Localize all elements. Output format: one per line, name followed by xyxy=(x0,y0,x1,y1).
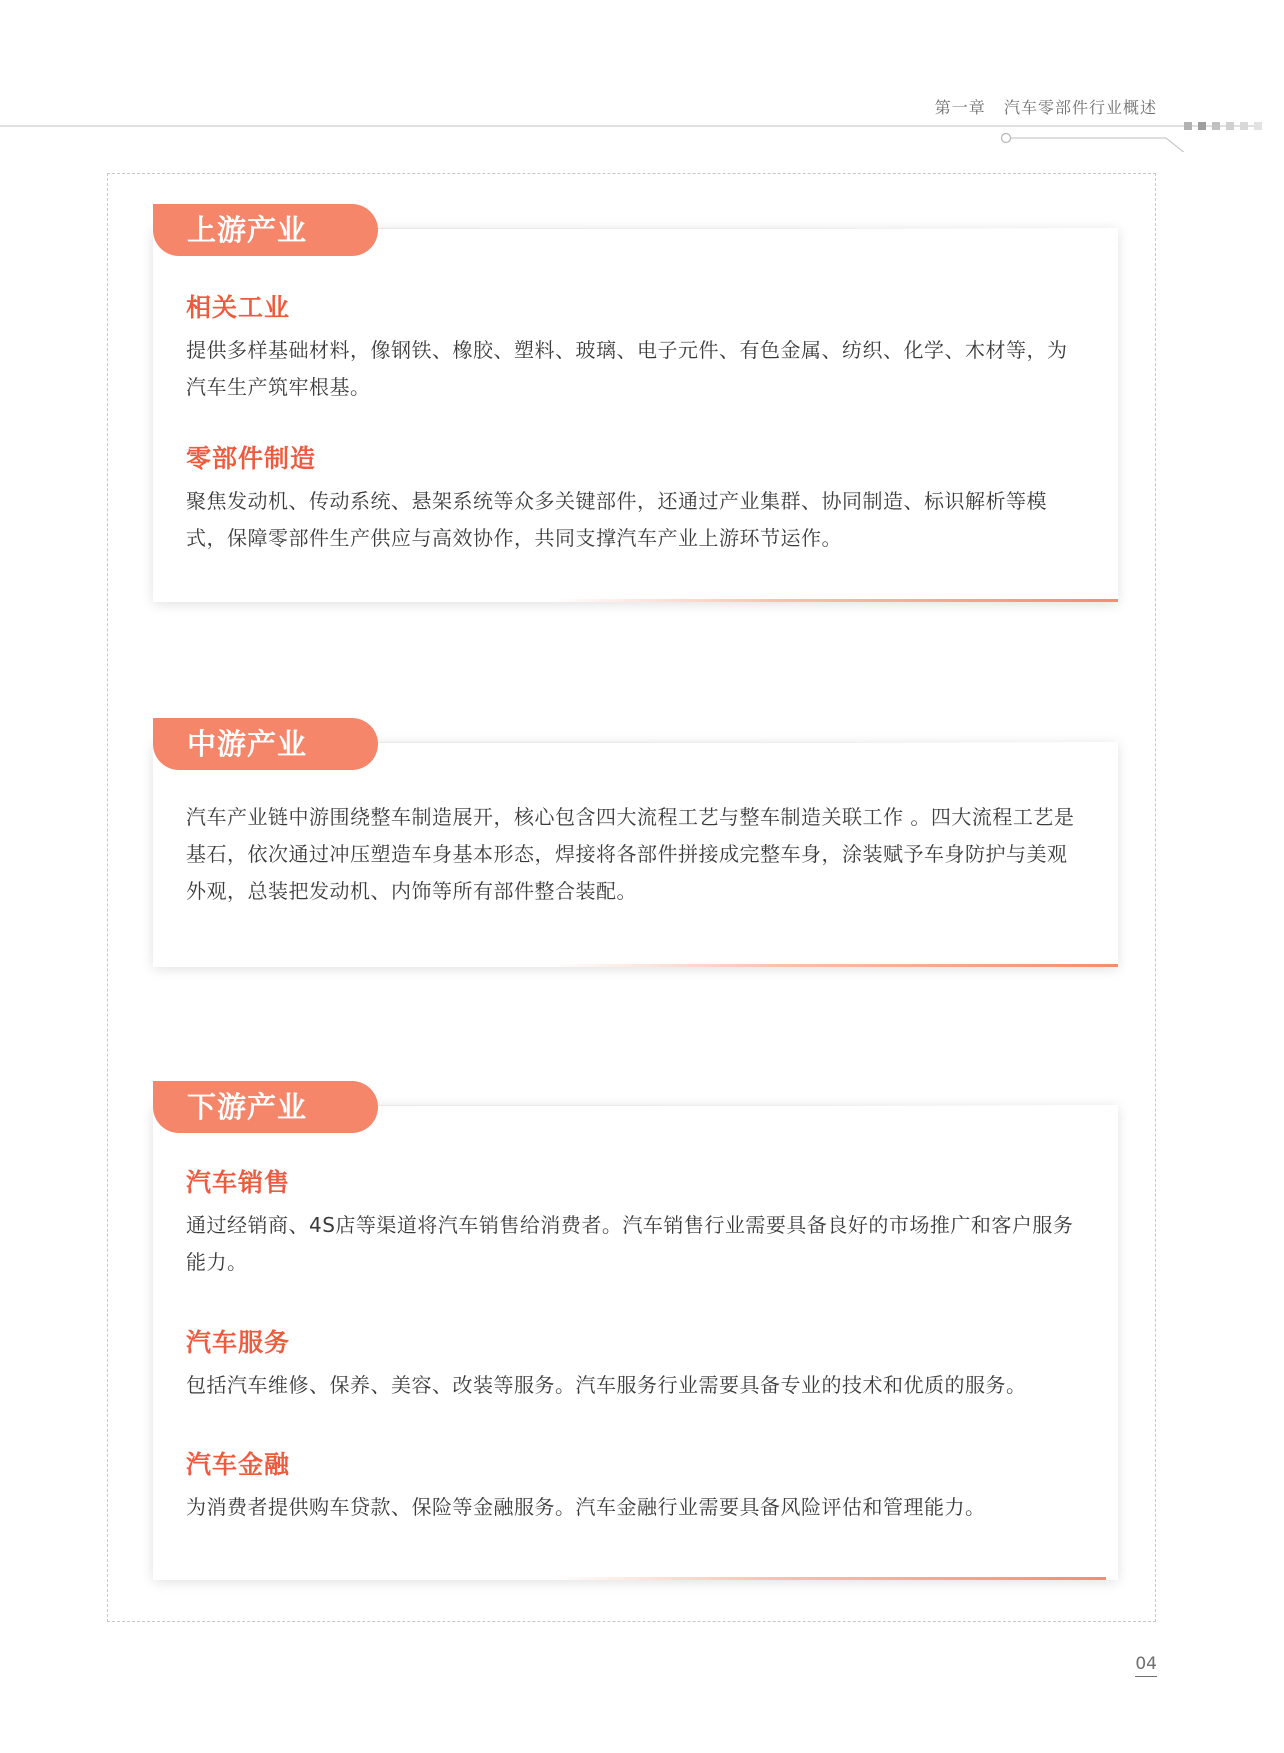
downstream-item-title: 汽车销售 xyxy=(186,1168,291,1197)
upstream-item-title: 零部件制造 xyxy=(186,444,317,473)
downstream-card xyxy=(153,1105,1118,1580)
upstream-card xyxy=(153,228,1118,602)
tab-underline xyxy=(360,228,1090,229)
midstream-text: 汽车产业链中游围绕整车制造展开，核心包含四大流程工艺与整车制造关联工作 。四大流程工艺是基石，依次通过冲压塑造车身基本形态，焊接将各部件拼接成完整车身，涂装赋予车身防护与美观外观，总装把发动机、内饰等所有部件整合装配。 xyxy=(186,805,1075,903)
downstream-item-text: 通过经销商、4S店等渠道将汽车销售给消费者。汽车销售行业需要具备良好的市场推广和客户服务能力。 xyxy=(186,1213,1074,1274)
chapter-label: 第一章 xyxy=(934,98,986,117)
downstream-item-title: 汽车金融 xyxy=(186,1450,291,1479)
tab-underline xyxy=(360,1105,1090,1106)
card-accent-line xyxy=(553,599,1118,602)
upstream-tab: 上游产业 xyxy=(153,204,378,256)
tab-underline xyxy=(360,742,1090,743)
downstream-tab: 下游产业 xyxy=(153,1081,378,1133)
downstream-item-text: 为消费者提供购车贷款、保险等金融服务。汽车金融行业需要具备风险评估和管理能力。 xyxy=(186,1495,986,1519)
header-divider xyxy=(0,112,1284,152)
card-accent-line xyxy=(553,964,1118,967)
midstream-card xyxy=(153,742,1118,967)
card-accent-line xyxy=(553,1577,1106,1580)
upstream-item-text: 聚焦发动机、传动系统、悬架系统等众多关键部件，还通过产业集群、协同制造、标识解析等模式，保障零部件生产供应与高效协作，共同支撑汽车产业上游环节运作。 xyxy=(186,489,1047,550)
upstream-item-text: 提供多样基础材料，像钢铁、橡胶、塑料、玻璃、电子元件、有色金属、纺织、化学、木材等，为汽车生产筑牢根基。 xyxy=(186,338,1068,399)
chapter-title: 汽车零部件行业概述 xyxy=(1003,98,1157,117)
downstream-item-text: 包括汽车维修、保养、美容、改装等服务。汽车服务行业需要具备专业的技术和优质的服务。 xyxy=(186,1373,1027,1397)
midstream-tab: 中游产业 xyxy=(153,718,378,770)
page-number: 04 xyxy=(1135,1654,1157,1677)
downstream-item-title: 汽车服务 xyxy=(186,1328,291,1357)
upstream-item-title: 相关工业 xyxy=(186,293,291,322)
